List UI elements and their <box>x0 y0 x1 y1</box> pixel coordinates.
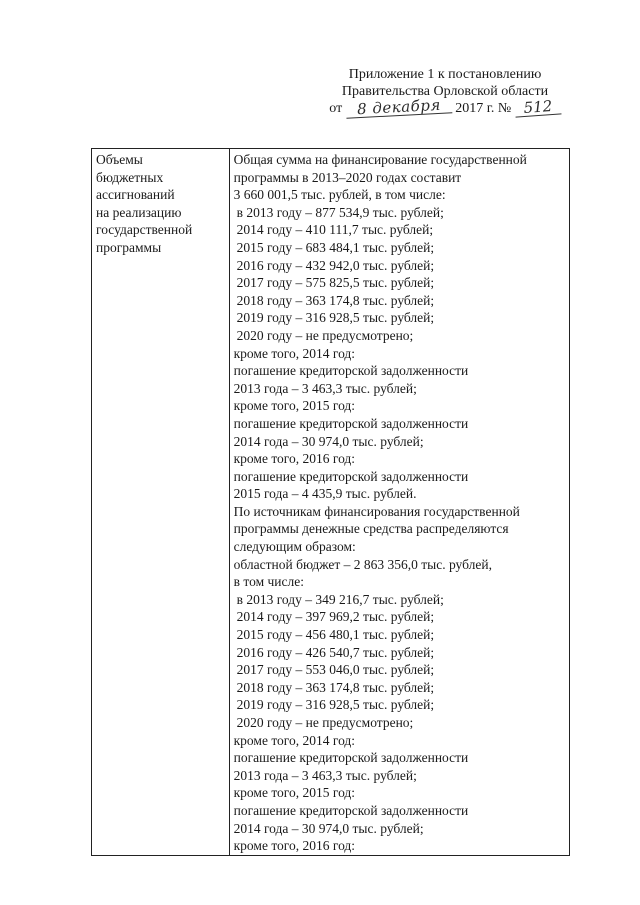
content-line: 2019 году – 316 928,5 тыс. рублей; <box>236 697 435 713</box>
label-line: на реализацию <box>96 204 182 220</box>
label-line: бюджетных <box>96 169 164 185</box>
table-row <box>92 149 570 856</box>
label-cell <box>92 149 230 856</box>
content-line: погашение кредиторской задолженности <box>233 363 469 379</box>
content-line: 2020 году – не предусмотрено; <box>236 327 414 343</box>
content-line: 2015 года – 4 435,9 тыс. рублей. <box>233 486 417 502</box>
content-line: кроме того, 2016 год: <box>233 838 356 854</box>
content-line: 2016 году – 432 942,0 тыс. рублей; <box>236 257 435 273</box>
label-line: государственной <box>96 222 193 238</box>
content-line: 2018 году – 363 174,8 тыс. рублей; <box>236 292 435 308</box>
content-line: 2014 году – 410 111,7 тыс. рублей; <box>236 222 434 238</box>
handwritten-number: 512 <box>514 98 561 117</box>
content-line: кроме того, 2014 год: <box>233 345 356 361</box>
content-line: 2013 года – 3 463,3 тыс. рублей; <box>233 380 417 396</box>
issuer-line: Правительства Орловской области <box>341 84 549 99</box>
content-line: погашение кредиторской задолженности <box>233 802 469 818</box>
content-line: кроме того, 2015 год: <box>233 785 356 801</box>
content-line: следующим образом: <box>233 539 356 555</box>
content-line: погашение кредиторской задолженности <box>233 750 469 766</box>
content-line: программы денежные средства распределяются <box>233 521 509 537</box>
content-line: погашение кредиторской задолженности <box>233 415 469 431</box>
content-line: областной бюджет – 2 863 356,0 тыс. рублей, <box>233 556 492 572</box>
content-line: программы в 2013–2020 годах составит <box>233 169 462 185</box>
content-line: 2018 году – 363 174,8 тыс. рублей; <box>236 679 435 695</box>
content-line: 2013 года – 3 463,3 тыс. рублей; <box>233 767 417 783</box>
label-line: ассигнований <box>96 187 175 203</box>
content-line: 2014 года – 30 974,0 тыс. рублей; <box>233 820 424 836</box>
document-header <box>300 66 590 117</box>
content-line: Общая сумма на финансирование государственной <box>233 152 527 167</box>
budget-table <box>91 148 570 856</box>
year-text: 2017 г. № <box>455 101 512 116</box>
content-line: По источникам финансирования государственной <box>233 503 520 519</box>
content-line: 2015 году – 456 480,1 тыс. рублей; <box>236 627 435 643</box>
content-line: в том числе: <box>233 574 304 590</box>
content-line: 3 660 001,5 тыс. рублей, в том числе: <box>233 187 446 203</box>
content-line: 2014 года – 30 974,0 тыс. рублей; <box>233 433 424 449</box>
content-line: кроме того, 2015 год: <box>233 398 356 414</box>
content-line: кроме того, 2014 год: <box>233 732 356 748</box>
appendix-title: Приложение 1 к постановлению <box>348 67 542 82</box>
content-line: в 2013 году – 349 216,7 тыс. рублей; <box>236 591 444 607</box>
label-line: программы <box>96 239 162 255</box>
handwritten-date: 8 декабря <box>345 97 452 119</box>
content-cell <box>229 149 569 856</box>
content-line: погашение кредиторской задолженности <box>233 468 469 484</box>
content-line: в 2013 году – 877 534,9 тыс. рублей; <box>236 204 444 220</box>
date-prefix: от <box>329 101 343 116</box>
content-line: 2017 году – 575 825,5 тыс. рублей; <box>236 275 435 291</box>
content-line: 2020 году – не предусмотрено; <box>236 715 414 730</box>
label-line: Объемы <box>96 152 143 167</box>
content-line: 2014 году – 397 969,2 тыс. рублей; <box>236 609 435 625</box>
content-line: 2016 году – 426 540,7 тыс. рублей; <box>236 644 435 660</box>
content-line: кроме того, 2016 год: <box>233 451 356 467</box>
date-line <box>300 95 590 119</box>
content-line: 2017 году – 553 046,0 тыс. рублей; <box>236 662 435 678</box>
content-line: 2019 году – 316 928,5 тыс. рублей; <box>236 310 435 326</box>
content-line: 2015 году – 683 484,1 тыс. рублей; <box>236 239 435 255</box>
